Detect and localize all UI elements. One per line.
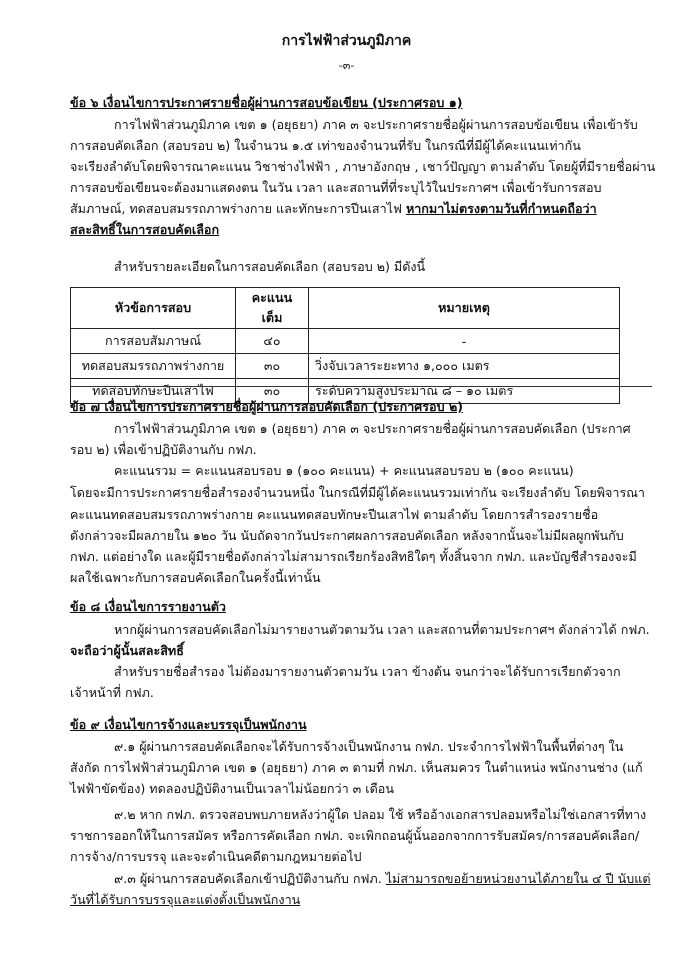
- section9-heading: ข้อ ๙ เงื่อนไขการจ้างและบรรจุเป็นพนักงาน: [70, 717, 307, 732]
- section6-heading: ข้อ ๖ เงื่อนไขการประกาศรายชื่อผู้ผ่านการสอบข้อเขียน (ประกาศรอบ ๑): [70, 95, 463, 110]
- section7-line: รอบ ๒) เพื่อเข้าปฏิบัติงานกับ กฟภ.: [70, 442, 257, 457]
- section9-line-text: ๙.๓ ผู้ผ่านการสอบคัดเลือกเข้าปฏิบัติงานกับ กฟภ.: [114, 871, 386, 886]
- section8-line: หากผู้ผ่านการสอบคัดเลือกไม่มารายงานตัวตามวัน เวลา และสถานที่ตามประกาศฯ ดังกล่าวได้ กฟภ.: [114, 622, 650, 637]
- section7-line: โดยจะมีการประกาศรายชื่อสำรองจำนวนหนึ่ง ในกรณีที่มีผู้ได้คะแนนรวมเท่ากัน จะเรียงลำดับ โดยพิจารณา: [70, 485, 646, 500]
- section-divider: [70, 386, 652, 387]
- section6-emphasis: หากมาไม่ตรงตามวันที่กำหนดถือว่า: [405, 201, 597, 216]
- table-cell-note: -: [309, 329, 620, 354]
- table-cell-note: ระดับความสูงประมาณ ๘ – ๑๐ เมตร: [309, 379, 620, 404]
- section9-line: ราชการออกให้ในการสมัคร หรือการคัดเลือก กฟภ. จะเพิกถอนผู้นั้นออกจากการรับสมัคร/การสอบคัดเลือก/: [70, 828, 640, 843]
- section7-formula: คะแนนรวม = คะแนนสอบรอบ ๑ (๑๐๐ คะแนน) + คะแนนสอบรอบ ๒ (๑๐๐ คะแนน): [114, 463, 574, 478]
- section6-line: [70, 200, 597, 217]
- table-intro: สำหรับรายละเอียดในการสอบคัดเลือก (สอบรอบ ๒) มีดังนี้: [114, 259, 426, 274]
- section6-line: การสอบคัดเลือก (สอบรอบ ๒) ในจำนวน ๑.๕ เท่าของจำนวนที่รับ ในกรณีที่มีผู้ได้คะแนนเท่ากัน: [70, 138, 581, 153]
- section9-line: สังกัด การไฟฟ้าส่วนภูมิภาค เขต ๑ (อยุธยา) ภาค ๓ ตามที่ กฟภ. เห็นสมควร ในตำแหน่ง พนักงานช่าง (แก้: [70, 760, 643, 775]
- table-header: หมายเหตุ: [309, 288, 620, 329]
- section8-heading: ข้อ ๘ เงื่อนไขการรายงานตัว: [70, 599, 226, 614]
- table-cell-score: ๔๐: [236, 329, 309, 354]
- page-number: -๓-: [338, 59, 355, 72]
- page-title: การไฟฟ้าส่วนภูมิภาค: [281, 33, 412, 49]
- section9-line: ไฟฟ้าขัดข้อง) ทดลองปฏิบัติงานเป็นเวลาไม่น้อยกว่า ๓ เดือน: [70, 781, 394, 796]
- section9-emphasis-cont: วันที่ได้รับการบรรจุและแต่งตั้งเป็นพนักงาน: [70, 892, 301, 907]
- table-cell-topic: ทดสอบทักษะปีนเสาไฟ: [71, 379, 236, 404]
- table-row: [71, 329, 620, 354]
- table-row: [71, 354, 620, 379]
- table-cell-topic: ทดสอบสมรรถภาพร่างกาย: [71, 354, 236, 379]
- section9-emphasis: ไม่สามารถขอย้ายหน่วยงานได้ภายใน ๔ ปี นับแต่: [385, 871, 651, 886]
- section8-line: เจ้าหน้าที่ กฟภ.: [70, 685, 154, 700]
- section7-line: ดังกล่าวจะมีผลภายใน ๑๒๐ วัน นับถัดจากวันประกาศผลการสอบคัดเลือก หลังจากนั้นจะไม่มีผลผูกพันกับ: [70, 528, 624, 543]
- section7-line: คะแนนทดสอบสมรรถภาพร่างกาย คะแนนทดสอบทักษะปีนเสาไฟ ตามลำดับ โดยการสำรองรายชื่อ: [70, 507, 599, 522]
- section8-forfeit: จะถือว่าผู้นั้นสละสิทธิ์: [70, 643, 184, 658]
- section8-line: สำหรับรายชื่อสำรอง ไม่ต้องมารายงานตัวตามวัน เวลา ข้างต้น จนกว่าจะได้รับการเรียกตัวจาก: [114, 664, 621, 679]
- section9-line: การจ้าง/การบรรจุ และจะดำเนินคดีตามกฎหมายต่อไป: [70, 849, 362, 864]
- table-header-row: [71, 288, 620, 329]
- table-cell-topic: การสอบสัมภาษณ์: [71, 329, 236, 354]
- section7-heading: ข้อ ๗ เงื่อนไขการประกาศรายชื่อผู้ผ่านการสอบคัดเลือก (ประกาศรอบ ๒): [70, 399, 464, 414]
- section9-line: ๙.๑ ผู้ผ่านการสอบคัดเลือกจะได้รับการจ้างเป็นพนักงาน กฟภ. ประจำการไฟฟ้าในพื้นที่ต่างๆ ใน: [114, 739, 624, 754]
- table-cell-score: ๓๐: [236, 379, 309, 404]
- section6-line: การไฟฟ้าส่วนภูมิภาค เขต ๑ (อยุธยา) ภาค ๓ จะประกาศรายชื่อผู้ผ่านการสอบข้อเขียน เพื่อเข้ารับ: [114, 117, 638, 132]
- section6-line: การสอบข้อเขียนจะต้องมาแสดงตน ในวัน เวลา และสถานที่ที่ระบุไว้ในประกาศฯ เพื่อเข้ารับการสอบ: [70, 180, 602, 195]
- table-cell-score: ๓๐: [236, 354, 309, 379]
- section6-line-text: สัมภาษณ์, ทดสอบสมรรถภาพร่างกาย และทักษะการปีนเสาไฟ: [70, 201, 406, 216]
- table-cell-note: วิ่งจับเวลาระยะทาง ๑,๐๐๐ เมตร: [309, 354, 620, 379]
- section6-emphasis-cont: สละสิทธิ์ในการสอบคัดเลือก: [70, 222, 220, 237]
- section6-line: จะเรียงลำดับโดยพิจารณาคะแนน วิชาช่างไฟฟ้า , ภาษาอังกฤษ , เชาว์ปัญญา ตามลำดับ โดยผู้ที่มีรายชื่อผ่าน: [70, 159, 656, 174]
- table-header: คะแนนเต็ม: [236, 288, 309, 329]
- section7-line: กฟภ. แต่อย่างใด และผู้มีรายชื่อดังกล่าวไม่สามารถเรียกร้องสิทธิใดๆ ทั้งสิ้นจาก กฟภ. และบัญชีสำรองจะมี: [70, 549, 637, 564]
- section9-line: [114, 870, 651, 887]
- table-header: หัวข้อการสอบ: [71, 288, 236, 329]
- section9-line: ๙.๒ หาก กฟภ. ตรวจสอบพบภายหลังว่าผู้ใด ปลอม ใช้ หรืออ้างเอกสารปลอมหรือไม่ใช่เอกสารที่ทาง: [114, 807, 647, 822]
- section7-line: ผลใช้เฉพาะกับการสอบคัดเลือกในครั้งนี้เท่านั้น: [70, 570, 321, 585]
- section7-line: การไฟฟ้าส่วนภูมิภาค เขต ๑ (อยุธยา) ภาค ๓ จะประกาศรายชื่อผู้ผ่านการสอบคัดเลือก (ประกาศ: [114, 421, 631, 436]
